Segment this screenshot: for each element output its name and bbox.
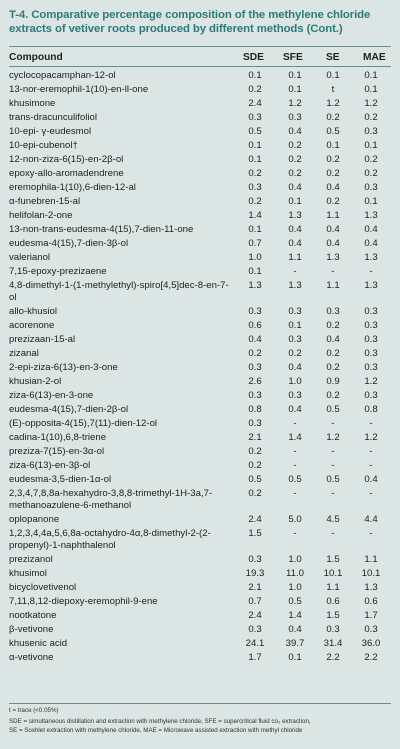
value-mae: 4.4: [364, 514, 378, 525]
value-sfe: 0.4: [288, 182, 302, 193]
value-mae: -: [369, 418, 373, 429]
value-sde: 1.7: [248, 652, 262, 663]
value-mae: -: [369, 488, 373, 499]
value-sfe: 1.0: [288, 376, 302, 387]
value-se: 10.1: [323, 568, 343, 579]
value-mae: 0.3: [364, 320, 378, 331]
value-mae: 0.3: [364, 390, 378, 401]
value-sde: 0.1: [248, 266, 262, 277]
value-mae: 1.3: [364, 252, 378, 263]
value-mae: -: [369, 528, 373, 539]
value-sde: 2.1: [248, 432, 262, 443]
compound-name: epoxy-allo-aromadendrene: [9, 168, 124, 179]
value-mae: 1.3: [364, 210, 378, 221]
table-row: [9, 459, 391, 473]
compound-name: khusenic acid: [9, 638, 68, 649]
value-sfe: 5.0: [288, 514, 302, 525]
value-mae: 2.2: [364, 652, 378, 663]
value-se: 1.3: [326, 252, 340, 263]
value-sde: 0.2: [248, 446, 262, 457]
table-row: [9, 83, 391, 97]
value-mae: 0.8: [364, 404, 378, 415]
value-sde: 2.6: [248, 376, 262, 387]
value-sde: 0.4: [248, 334, 262, 345]
value-sfe: 1.1: [288, 252, 302, 263]
value-mae: 1.1: [364, 554, 378, 565]
value-se: 0.5: [326, 126, 340, 137]
table-row: [9, 513, 391, 527]
value-sfe: 11.0: [286, 568, 304, 579]
value-sde: 0.2: [248, 460, 262, 471]
value-mae: 0.1: [364, 140, 378, 151]
value-mae: 1.2: [364, 432, 378, 443]
value-mae: 0.2: [364, 168, 378, 179]
value-se: -: [331, 460, 335, 471]
table-row: [9, 487, 391, 513]
value-sde: 0.2: [248, 196, 262, 207]
header-top-rule: [9, 46, 391, 47]
value-se: 31.4: [323, 638, 343, 649]
value-sde: 2.4: [248, 610, 262, 621]
value-sfe: 0.3: [288, 390, 302, 401]
value-se: 0.9: [326, 376, 340, 387]
value-se: 0.5: [326, 404, 340, 415]
value-se: 1.5: [326, 610, 340, 621]
value-sfe: 1.4: [288, 432, 302, 443]
value-sfe: 0.4: [288, 238, 302, 249]
footnote-trace: t = trace (<0.05%): [9, 707, 59, 714]
table-row: [9, 97, 391, 111]
compound-name: eremophila-1(10),6-dien-12-al: [9, 182, 136, 193]
value-sfe: 0.5: [288, 596, 302, 607]
value-se: -: [331, 446, 335, 457]
compound-name: ziza-6(13)-en-3-one: [9, 390, 94, 401]
table-row: [9, 181, 391, 195]
value-sde: 2.1: [248, 582, 262, 593]
table-row: [9, 223, 391, 237]
table-row: [9, 445, 391, 459]
table-row: [9, 167, 391, 181]
value-se: 1.1: [326, 280, 340, 291]
table-row: [9, 473, 391, 487]
compound-name: khusian-2-ol: [9, 376, 62, 387]
value-mae: 0.6: [364, 596, 378, 607]
table-row: [9, 637, 391, 651]
value-mae: 1.2: [364, 98, 378, 109]
value-sfe: -: [293, 446, 297, 457]
value-mae: -: [369, 460, 373, 471]
value-sde: 0.7: [248, 238, 262, 249]
value-se: -: [331, 528, 335, 539]
header-sfe: SFE: [283, 52, 303, 63]
compound-name: 4,8-dimethyl-1-(1-methylethyl)-spiro[4,5]dec-8-en-7-ol: [9, 280, 229, 303]
table-row: [9, 111, 391, 125]
value-sfe: 1.3: [288, 210, 302, 221]
value-mae: 0.4: [364, 238, 378, 249]
value-se: 0.4: [326, 224, 340, 235]
compound-name: α-vetivone: [9, 652, 54, 663]
value-se: -: [331, 488, 335, 499]
value-mae: 0.3: [364, 334, 378, 345]
table-row: [9, 139, 391, 153]
table-row: [9, 527, 391, 553]
value-se: 2.2: [326, 652, 340, 663]
value-mae: 0.4: [364, 474, 378, 485]
value-sfe: 0.2: [288, 348, 302, 359]
compound-name: cyclocopacamphan-12-ol: [9, 70, 116, 81]
composition-table: [9, 69, 391, 665]
value-se: 0.2: [326, 348, 340, 359]
compound-name: khusimol: [9, 568, 47, 579]
value-mae: 0.3: [364, 624, 378, 635]
value-sfe: 0.4: [288, 126, 302, 137]
value-sde: 2.4: [248, 98, 262, 109]
table-row: [9, 319, 391, 333]
compound-name: eudesma-4(15),7-dien-2β-ol: [9, 404, 129, 415]
table-bottom-rule: [9, 703, 391, 704]
table-row: [9, 361, 391, 375]
compound-name: 13-nor-eremophil-1(10)-en-ll-one: [9, 84, 149, 95]
table-row: [9, 431, 391, 445]
value-se: 0.3: [326, 306, 340, 317]
value-sde: 1.3: [248, 280, 262, 291]
header-mae: MAE: [363, 52, 386, 63]
table-row: [9, 567, 391, 581]
value-sfe: 1.3: [288, 280, 302, 291]
compound-name: β-vetivone: [9, 624, 54, 635]
value-sfe: 0.4: [288, 624, 302, 635]
value-se: 0.3: [326, 624, 340, 635]
compound-name: helifolan-2-one: [9, 210, 73, 221]
value-sde: 0.3: [248, 554, 262, 565]
compound-name: acorenone: [9, 320, 55, 331]
compound-name: 2,3,4,7,8,8a-hexahydro-3,8,8-trimethyl-1H-3a,7-methanoazulene-6-methanol: [9, 488, 213, 511]
header-sde: SDE: [243, 52, 264, 63]
compound-name: nootkatone: [9, 610, 57, 621]
value-mae: 1.2: [364, 376, 378, 387]
value-sde: 0.1: [248, 154, 262, 165]
value-se: 0.2: [326, 154, 340, 165]
value-se: 0.2: [326, 112, 340, 123]
compound-name: 10-epi- γ-eudesmol: [9, 126, 92, 137]
value-sfe: 0.1: [288, 196, 302, 207]
value-mae: 0.3: [364, 362, 378, 373]
value-sde: 0.1: [248, 140, 262, 151]
header-bottom-rule: [9, 66, 391, 67]
table-row: [9, 153, 391, 167]
table-row: [9, 347, 391, 361]
table-row: [9, 265, 391, 279]
value-mae: 0.3: [364, 348, 378, 359]
compound-name: 7,15-epoxy-prezizaene: [9, 266, 107, 277]
value-mae: 0.3: [364, 182, 378, 193]
value-sde: 0.3: [248, 182, 262, 193]
compound-name: 1,2,3,4,4a,5,6,8a-octahydro-4α,8-dimethyl-2-(2-propenyl)-1-naphthalenol: [9, 528, 211, 551]
value-se: 0.5: [326, 474, 340, 485]
compound-name: valerianol: [9, 252, 51, 263]
table-row: [9, 609, 391, 623]
value-mae: 0.2: [364, 154, 378, 165]
table-row: [9, 595, 391, 609]
value-se: t: [331, 84, 335, 95]
value-sde: 0.1: [248, 224, 262, 235]
compound-name: α-funebren-15-al: [9, 196, 81, 207]
value-se: 4.5: [326, 514, 340, 525]
value-se: 0.1: [326, 70, 340, 81]
table-row: [9, 389, 391, 403]
value-sde: 0.3: [248, 390, 262, 401]
value-sfe: 0.1: [288, 652, 302, 663]
compound-name: (E)-opposita-4(15),7(11)-dien-12-ol: [9, 418, 158, 429]
compound-name: zizanal: [9, 348, 39, 359]
compound-name: 10-epi-cubenol†: [9, 140, 78, 151]
table-row: [9, 553, 391, 567]
compound-name: prezizanol: [9, 554, 53, 565]
value-se: 0.4: [326, 334, 340, 345]
value-sfe: -: [293, 528, 297, 539]
value-se: -: [331, 266, 335, 277]
value-mae: 10.1: [361, 568, 381, 579]
value-se: 1.1: [326, 210, 340, 221]
table-title: T-4. Comparative percentage composition of the methylene chloride extracts of vetiver roots produced by different methods (Cont.): [9, 9, 371, 35]
table-row: [9, 209, 391, 223]
table-row: [9, 237, 391, 251]
table-row: [9, 403, 391, 417]
value-sde: 1.5: [248, 528, 262, 539]
value-sde: 1.0: [248, 252, 262, 263]
value-sfe: 0.4: [288, 362, 302, 373]
value-se: 1.2: [326, 98, 340, 109]
value-sde: 0.5: [248, 126, 262, 137]
value-sde: 0.1: [248, 70, 262, 81]
value-mae: 1.7: [364, 610, 378, 621]
table-row: [9, 279, 391, 305]
table-row: [9, 333, 391, 347]
value-mae: 0.2: [364, 112, 378, 123]
value-sde: 0.2: [248, 348, 262, 359]
footnote-abbrev-2: SE = Soxhlet extraction with methylene chloride, MAE = Microwave assisted extraction with methyl chloride: [9, 727, 303, 734]
compound-name: 12-non-ziza-6(15)-en-2β-ol: [9, 154, 124, 165]
table-row: [9, 651, 391, 665]
value-mae: -: [369, 446, 373, 457]
value-se: 0.2: [326, 390, 340, 401]
compound-name: prezizaan-15-al: [9, 334, 76, 345]
value-sfe: 1.4: [288, 610, 302, 621]
value-sfe: 1.2: [288, 98, 302, 109]
value-sfe: 39.7: [285, 638, 305, 649]
value-sde: 19.3: [245, 568, 265, 579]
value-sde: 0.6: [248, 320, 262, 331]
compound-name: oplopanone: [9, 514, 60, 525]
value-se: 0.2: [326, 196, 340, 207]
value-se: 1.5: [326, 554, 340, 565]
value-sfe: 0.1: [288, 84, 302, 95]
value-se: -: [331, 418, 335, 429]
value-sde: 0.3: [248, 362, 262, 373]
value-mae: 0.4: [364, 224, 378, 235]
value-sde: 0.7: [248, 596, 262, 607]
value-sde: 0.3: [248, 306, 262, 317]
compound-name: preziza-7(15)-en-3α-ol: [9, 446, 105, 457]
value-mae: 1.3: [364, 582, 378, 593]
value-sde: 0.5: [248, 474, 262, 485]
compound-name: allo-khusiol: [9, 306, 57, 317]
table-row: [9, 375, 391, 389]
table-row: [9, 623, 391, 637]
value-mae: -: [369, 266, 373, 277]
compound-name: cadina-1(10),6,8-triene: [9, 432, 107, 443]
value-sde: 0.2: [248, 488, 262, 499]
value-sde: 0.3: [248, 624, 262, 635]
compound-name: bicyclovetivenol: [9, 582, 77, 593]
value-se: 1.1: [326, 582, 340, 593]
value-se: 0.4: [326, 182, 340, 193]
compound-name: 2-epi-ziza-6(13)-en-3-one: [9, 362, 118, 373]
compound-name: eudesma-4(15),7-dien-3β-ol: [9, 238, 129, 249]
value-sfe: 0.2: [288, 140, 302, 151]
value-mae: 0.1: [364, 70, 378, 81]
table-row: [9, 195, 391, 209]
value-sfe: 0.5: [288, 474, 302, 485]
table-row: [9, 69, 391, 83]
header-compound: Compound: [9, 52, 63, 63]
value-sfe: -: [293, 418, 297, 429]
value-sfe: -: [293, 460, 297, 471]
value-se: 0.4: [326, 238, 340, 249]
value-sfe: 0.3: [288, 112, 302, 123]
value-sfe: 0.3: [288, 334, 302, 345]
table-row: [9, 305, 391, 319]
value-mae: 0.1: [364, 84, 378, 95]
value-se: 1.2: [326, 432, 340, 443]
value-mae: 36.0: [361, 638, 381, 649]
value-sde: 0.2: [248, 84, 262, 95]
table-row: [9, 251, 391, 265]
value-mae: 0.3: [364, 306, 378, 317]
value-se: 0.2: [326, 168, 340, 179]
header-se: SE: [326, 52, 340, 63]
value-se: 0.2: [326, 320, 340, 331]
footnote-abbrev-1: SDE = simultaneous distillation and extraction with methylene chloride, SFE = supercritical fluid co₂ extraction,: [9, 718, 311, 725]
value-mae: 1.3: [364, 280, 378, 291]
compound-name: 7,11,8,12-diepoxy-eremophil-9-ene: [9, 596, 158, 607]
value-se: 0.1: [326, 140, 340, 151]
value-sde: 0.2: [248, 168, 262, 179]
compound-name: 13-non-trans-eudesma-4(15),7-dien-11-one: [9, 224, 194, 235]
value-sde: 0.3: [248, 112, 262, 123]
value-sfe: 1.0: [288, 582, 302, 593]
table-row: [9, 417, 391, 431]
value-sfe: 0.2: [288, 154, 302, 165]
value-sfe: 0.1: [288, 70, 302, 81]
value-sfe: 1.0: [288, 554, 302, 565]
value-mae: 0.1: [364, 196, 378, 207]
compound-name: ziza-6(13)-en-3β-ol: [9, 460, 91, 471]
value-sfe: -: [293, 266, 297, 277]
table-header: [9, 48, 391, 66]
value-se: 0.2: [326, 362, 340, 373]
value-sfe: 0.4: [288, 404, 302, 415]
compound-name: khusimone: [9, 98, 56, 109]
value-sfe: -: [293, 488, 297, 499]
value-sfe: 0.2: [288, 168, 302, 179]
value-sde: 1.4: [248, 210, 262, 221]
value-se: 0.6: [326, 596, 340, 607]
value-sde: 0.8: [248, 404, 262, 415]
value-sde: 24.1: [245, 638, 265, 649]
value-sde: 2.4: [248, 514, 262, 525]
value-mae: 0.3: [364, 126, 378, 137]
value-sfe: 0.1: [288, 320, 302, 331]
value-sde: 0.3: [248, 418, 262, 429]
value-sfe: 0.4: [288, 224, 302, 235]
compound-name: trans-dracunculifoliol: [9, 112, 97, 123]
table-row: [9, 125, 391, 139]
table-row: [9, 581, 391, 595]
value-sfe: 0.3: [288, 306, 302, 317]
compound-name: eudesma-3,5-dien-1α-ol: [9, 474, 112, 485]
